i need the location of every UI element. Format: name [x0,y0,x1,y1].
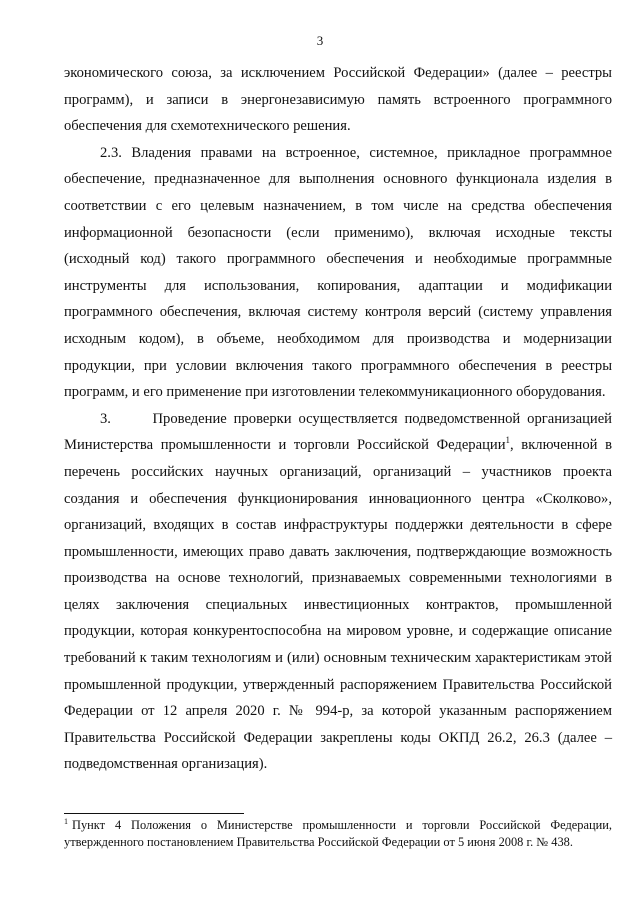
paragraph-3-text-start: 3. Проведение проверки осуществляется подведомственной организацией Министерства промышленности и торговли Российской Федерации [64,410,612,454]
page-number: 3 [316,33,324,48]
paragraph-3-text-end: , включенной в перечень российских научных организаций, организаций – участников проекта создания и обеспечения функционирования инновационного центра «Сколково», организаций, входящих в состав инфраструктуры поддержки деятельности в сфере промышленности, имеющих право давать заключения, подтверждающие возможность производства на основе технологий, признаваемых современными технологиями в целях заключения специальных инвестиционных контрактов, промышленной продукции, которая конкурентоспособна на мировом уровне, и содержащие описание требований к таким технологиям и (или) основным техническим характеристикам этой промышленной продукции, утвержденный распоряжением Правительства Российской Федерации от 12 апреля 2020 г. № 994-р, за которой указанным распоряжением Правительства Российской Федерации закреплены коды ОКПД 26.2, 26.3 (далее – подведомственная организация). [64,437,612,773]
paragraph-2-3: 2.3. Владения правами на встроенное, системное, прикладное программное обеспечение, предназначенное для выполнения основного функционала изделия в соответствии с его целевым назначением, в том числе на средства обеспечения информационной безопасности (если применимо), включая исходные тексты (исходный код) такого программного обеспечения и необходимые программные инструменты для использования, копирования, адаптации и модификации программного обеспечения, включая систему контроля версий (систему управления исходным кодом), в объеме, необходимом для производства и модернизации продукции, при условии включения такого программного обеспечения в реестры программ, и его применение при изготовлении телекоммуникационного оборудования. [64,144,612,401]
footnote-mark: 1 [64,817,68,826]
paragraph-3 [64,406,612,778]
paragraph-continuation: экономического союза, за исключением Российской Федерации» (далее – реестры программ), и записи в энергонезависимую память встроенного программного обеспечения для схемотехнического решения. [64,65,612,135]
body-text [64,60,612,778]
footnote-text: Пункт 4 Положения о Министерстве промышленности и торговли Российской Федерации, утвержденного постановлением Правительства Российской Федерации от 5 июня 2008 г. № 438. [64,818,612,849]
footnote-reference[interactable]: 1 [505,435,511,446]
footnote-separator [64,813,244,814]
footnote [64,817,612,851]
